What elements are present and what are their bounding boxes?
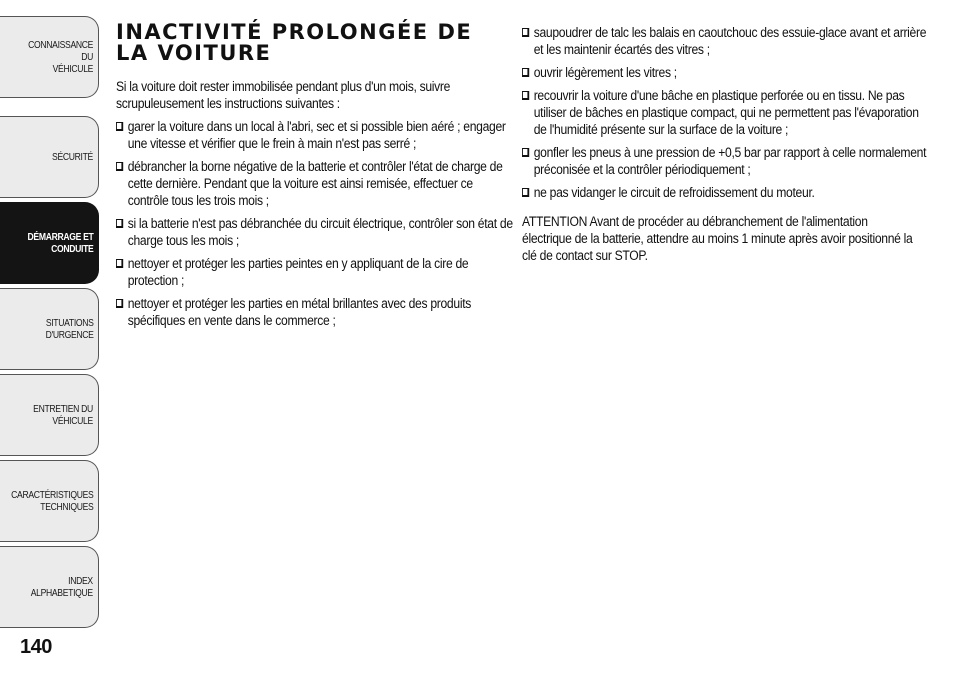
tab-connaissance-du-vehicule[interactable] [0, 16, 99, 98]
tab-label: INDEX ALPHABETIQUE [30, 575, 94, 599]
list-item: nettoyer et protéger les parties en métal brillantes avec des produits spécifiques en vente dans le commerce ; [116, 295, 515, 329]
tab-label: SITUATIONS D'URGENCE [45, 317, 94, 341]
instruction-list-left [116, 118, 513, 329]
tab-securite[interactable] [0, 116, 99, 198]
tab-label: ENTRETIEN DU VÉHICULE [33, 403, 94, 427]
list-item: gonfler les pneus à une pression de +0,5 bar par rapport à celle normalement préconisée et la contrôler périodiquement ; [522, 144, 934, 178]
list-item: ouvrir légèrement les vitres ; [522, 64, 934, 81]
tab-index-alphabetique[interactable] [0, 546, 99, 628]
list-item: débrancher la borne négative de la batterie et contrôler l'état de charge de cette dernière. Pendant que la voiture est ainsi remisée, effectuer ce contrôle tous les trois mois ; [116, 158, 515, 209]
list-item: ne pas vidanger le circuit de refroidissement du moteur. [522, 184, 934, 201]
instruction-list-right [522, 24, 927, 201]
list-item: saupoudrer de talc les balais en caoutchouc des essuie-glace avant et arrière et les maintenir écartés des vitres ; [522, 24, 934, 58]
intro-paragraph: Si la voiture doit rester immobilisée pendant plus d'un mois, suivre scrupuleusement les instructions suivantes : [116, 79, 451, 111]
list-item: recouvrir la voiture d'une bâche en plastique perforée ou en tissu. Ne pas utiliser de bâches en plastique compact, qui ne permettent pas l'évaporation de l'humidité présente sur la surface de la voiture ; [522, 87, 934, 138]
list-item: si la batterie n'est pas débranchée du circuit électrique, contrôler son état de charge tous les mois ; [116, 215, 515, 249]
tab-label: CONNAISSANCE DU VÉHICULE [28, 39, 94, 75]
tab-demarrage-et-conduite[interactable] [0, 202, 99, 284]
tab-label: CARACTÉRISTIQUES TECHNIQUES [10, 489, 94, 513]
tab-situations-d-urgence[interactable] [0, 288, 99, 370]
tab-caracteristiques-techniques[interactable] [0, 460, 99, 542]
tab-entretien-du-vehicule[interactable] [0, 374, 99, 456]
list-item: nettoyer et protéger les parties peintes en y appliquant de la cire de protection ; [116, 255, 515, 289]
tab-label: SÉCURITÉ [52, 151, 94, 163]
list-item: garer la voiture dans un local à l'abri, sec et si possible bien aéré ; engager une vitesse et vérifier que le frein à main n'est pas serré ; [116, 118, 515, 152]
section-title: INACTIVITÉ PROLONGÉE DE LA VOITURE [116, 20, 473, 65]
attention-note: ATTENTION Avant de procéder au débranchement de l'alimentation électrique de la batterie, attendre au moins 1 minute après avoir positionné la clé de contact sur STOP. [522, 214, 913, 263]
tab-label: DÉMARRAGE ET CONDUITE [27, 231, 94, 255]
left-column [116, 20, 513, 335]
page-number: 140 [20, 636, 52, 658]
right-column [522, 24, 927, 278]
